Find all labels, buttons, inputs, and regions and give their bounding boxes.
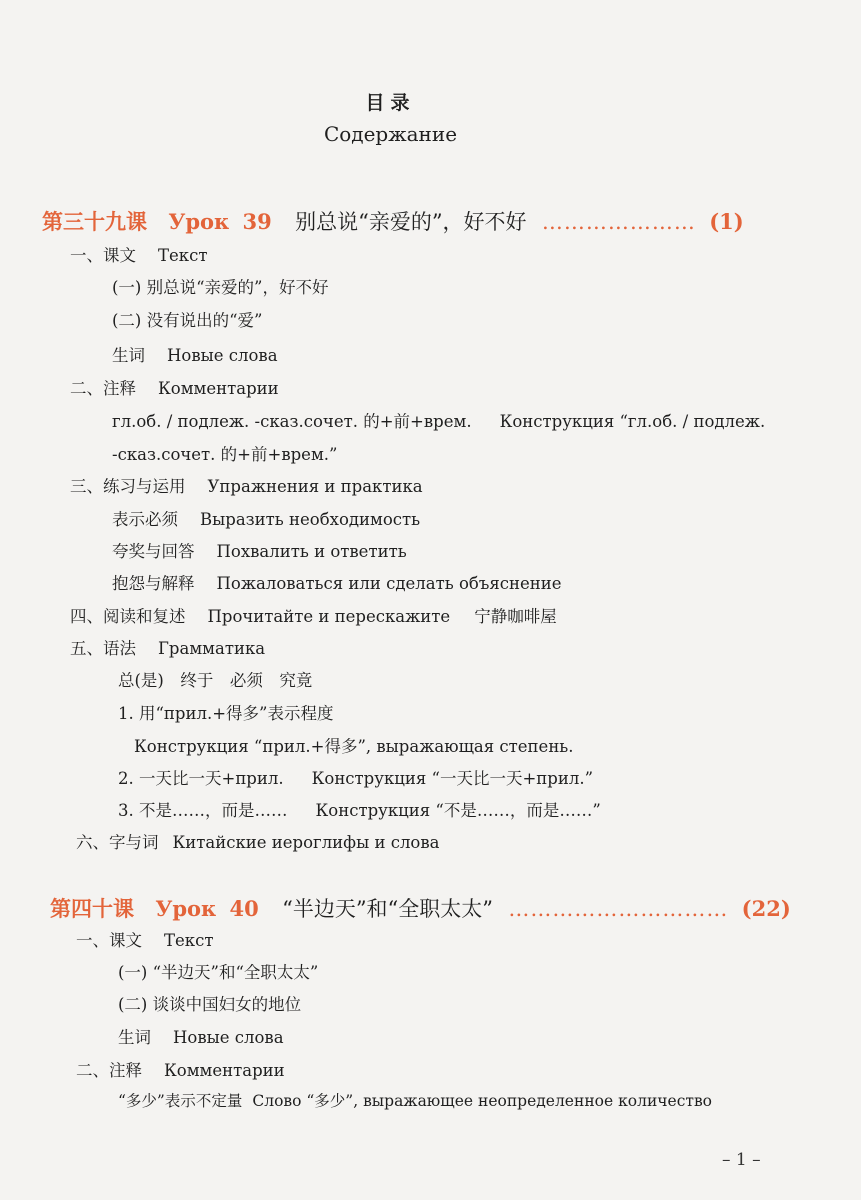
item-cn: 三、练习与运用 [70,477,186,496]
item-ru: Пожаловаться или сделать объяснение [216,574,562,593]
item-cn: 四、阅读和复述 [70,607,186,626]
item-cn: “多少”表示不定量 [118,1092,243,1110]
toc-title-russian: Содержание [323,122,458,146]
lesson-39-page: (1) [709,209,744,234]
lesson-39-item-exercises[interactable] [70,473,423,497]
lesson-39-item-necessity[interactable] [112,506,420,530]
lesson-39-item-reading[interactable] [70,603,557,627]
lesson-39-item-characters[interactable] [76,829,440,853]
item-ru: Слово “多少”, выражающее неопределенное количество [252,1092,713,1110]
lesson-39-item-grammar-1[interactable] [118,700,333,724]
item-ru: Конструкция “гл.об. / подлеж. [499,412,766,431]
item-ru: Новые слова [167,346,278,365]
lesson-40-item-duoshao[interactable] [118,1089,712,1111]
lesson-40-item-text-2[interactable] [118,991,301,1015]
item-cn: 表示必须 [112,510,178,529]
item-ru: Комментарии [158,379,279,398]
item-ru: Новые слова [173,1028,284,1047]
item-cn: Конструкция “прил.+得多”, выражающая степень. [134,737,574,756]
item-ru: Текст [164,931,214,950]
item-cn: 夸奖与回答 [112,542,195,561]
lesson-40-item-comments[interactable] [76,1057,285,1081]
item-cn: 3. 不是……，而是…… [118,801,288,820]
item-cn: 二、注释 [70,379,136,398]
lesson-40-item-text[interactable] [76,927,213,951]
lesson-39-item-grammar-1-ru[interactable] [134,733,574,757]
item-cn: 生词 [112,346,145,365]
lesson-40-number: 40 [229,896,259,921]
item-cn: 1. 用“прил.+得多”表示程度 [118,704,334,723]
lesson-39-item-text-1[interactable] [112,274,329,298]
lesson-40-urok: Урок [155,896,217,921]
item-ru: Китайские иероглифы и слова [172,833,440,852]
item-cn: (一) “半边天”和“全职太太” [118,963,319,982]
item-cn: 一、课文 [76,931,142,950]
lesson-39-item-praise[interactable] [112,538,407,562]
item-cn: 抱怨与解释 [112,574,195,593]
item-cn: гл.об. / подлеж. -сказ.сочет. 的+前+врем. [112,412,472,431]
item-ru: Прочитайте и перескажите [207,607,451,626]
lesson-39-heading[interactable] [42,206,744,236]
item-cn: (一) 别总说“亲爱的”，好不好 [112,278,329,297]
item-cn: 二、注释 [76,1061,142,1080]
lesson-39-item-grammar-words[interactable] [118,667,312,691]
lesson-40-leader-dots: ………………………… [508,897,729,921]
item-cn: (二) 没有说出的“爱” [112,311,263,330]
lesson-40-item-text-1[interactable] [118,959,318,983]
item-cn: 五、语法 [70,639,136,658]
toc-title-chinese: 目录 [365,92,416,114]
lesson-40-item-vocabulary[interactable] [118,1024,284,1048]
lesson-39-item-grammar[interactable] [70,635,265,659]
item-ru: Комментарии [164,1061,285,1080]
item-cn: (二) 谈谈中国妇女的地位 [118,995,302,1014]
item-ru: Текст [158,246,208,265]
item-ru: Упражнения и практика [207,477,423,496]
lesson-39-item-comments[interactable] [70,375,279,399]
lesson-39-item-construction-cont[interactable] [112,441,337,465]
lesson-40-topic: “半边天”和“全职太太” [282,897,494,921]
lesson-39-item-complain[interactable] [112,570,562,594]
page-number: – 1 – [722,1150,761,1170]
lesson-39-leader-dots: ………………… [541,210,696,234]
lesson-39-item-text[interactable] [70,242,207,266]
item-reading-title: 宁静咖啡屋 [474,607,557,626]
lesson-39-item-grammar-2[interactable] [118,765,593,789]
item-cn: 六、字与词 [76,833,159,852]
item-ru: Конструкция “不是……，而是……” [315,801,601,820]
item-ru: Грамматика [158,639,266,658]
item-ru: Похвалить и ответить [216,542,407,561]
item-cn: 总(是) 终于 必须 究竟 [118,671,313,690]
lesson-40-page: (22) [741,896,791,921]
lesson-40-number-cn: 第四十课 [50,896,134,921]
lesson-39-item-grammar-3[interactable] [118,797,601,821]
item-cn: -сказ.сочет. 的+前+врем.” [112,445,338,464]
lesson-40-heading[interactable] [50,893,791,923]
lesson-39-item-vocabulary[interactable] [112,342,278,366]
lesson-39-urok: Урок [168,209,230,234]
lesson-39-topic: 别总说“亲爱的”，好不好 [295,210,527,234]
item-ru: Конструкция “一天比一天+прил.” [311,769,594,788]
lesson-39-item-text-2[interactable] [112,307,263,331]
lesson-39-item-construction[interactable] [112,408,765,432]
lesson-39-number-cn: 第三十九课 [42,209,147,234]
item-cn: 一、课文 [70,246,136,265]
item-ru: Выразить необходимость [200,510,421,529]
lesson-39-number: 39 [242,209,272,234]
item-cn: 2. 一天比一天+прил. [118,769,284,788]
item-cn: 生词 [118,1028,151,1047]
